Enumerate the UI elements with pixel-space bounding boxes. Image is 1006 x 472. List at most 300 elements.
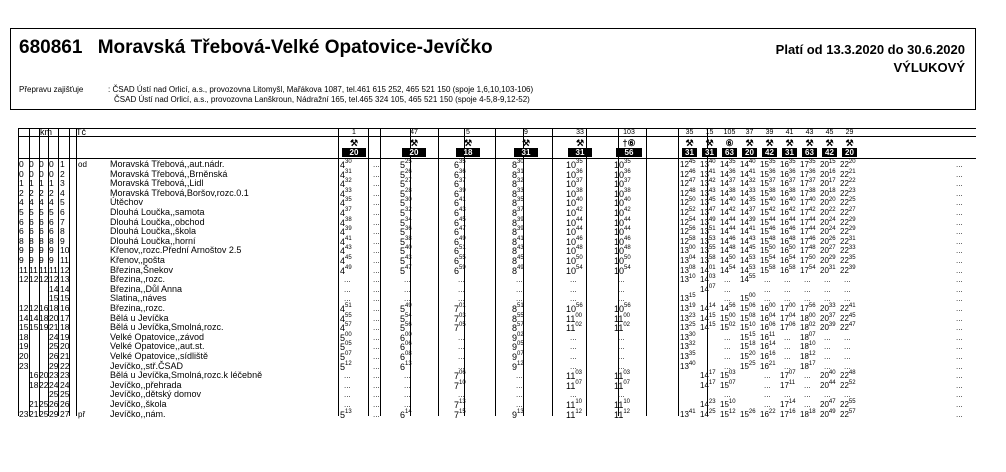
km-value: 0 (19, 159, 24, 169)
empty-marker: ... (516, 390, 523, 400)
departure-time: $17^{35}$ (800, 159, 816, 169)
empty-marker: ... (956, 256, 963, 265)
empty-marker: ... (764, 371, 771, 381)
departure-time: $13^{43}$ (700, 187, 716, 198)
tc-value: 21 (60, 351, 70, 361)
empty-marker: ... (570, 294, 577, 304)
departure-time: $15^{03}$ (720, 370, 736, 381)
departure-time: $5^{54}$ (400, 312, 412, 324)
empty-marker: ... (404, 275, 411, 285)
departure-time: $8^{31}$ (512, 168, 524, 180)
departure-time: $11^{00}$ (614, 312, 631, 324)
departure-time: $4^{41}$ (340, 235, 352, 247)
departure-time: $10^{40}$ (614, 197, 631, 209)
empty-marker: ... (516, 371, 523, 381)
trip-symbol: ⚒ (521, 138, 531, 148)
empty-marker: ... (373, 313, 380, 323)
departure-time: $11^{12}$ (614, 408, 631, 420)
grid-vline (338, 128, 339, 416)
trip-days-badge: 42 (822, 148, 837, 157)
empty-marker: ... (956, 323, 963, 333)
departure-time: $13^{08}$ (680, 264, 696, 275)
departure-time: $14^{41}$ (740, 168, 756, 179)
departure-time: $13^{04}$ (680, 255, 696, 265)
empty-marker: ... (804, 400, 811, 409)
departure-time: $14^{48}$ (720, 245, 736, 256)
departure-time: $4^{57}$ (340, 322, 352, 334)
departure-time: $8^{33}$ (512, 187, 524, 199)
departure-time: $14^{15}$ (700, 312, 716, 323)
stop-name: Moravská Třebová,Boršov,rozc.0.1 (110, 187, 249, 198)
trip-number: 1 (352, 129, 356, 136)
departure-time: $16^{11}$ (760, 331, 776, 342)
tc-value: 1 (60, 159, 65, 169)
stop-name: Bělá u Jevíčka (110, 312, 169, 323)
departure-time: $18^{17}$ (800, 360, 816, 371)
km-value: 5 (39, 207, 44, 217)
departure-time: $22^{52}$ (840, 379, 856, 390)
empty-marker: ... (956, 169, 963, 179)
km-value: 1 (29, 178, 34, 189)
departure-time: $12^{54}$ (680, 216, 696, 227)
tc-value: 12 (60, 264, 70, 275)
empty-marker: ... (956, 409, 963, 419)
empty-marker: ... (373, 227, 380, 237)
empty-marker: ... (516, 380, 523, 390)
departure-time: $8^{35}$ (512, 197, 524, 209)
tc-value: 19 (60, 331, 70, 342)
departure-time: $10^{50}$ (566, 255, 583, 266)
km-value: 11 (29, 264, 38, 275)
departure-time: $20^{20}$ (820, 197, 836, 208)
departure-time: $20^{29}$ (820, 255, 836, 265)
departure-time: $10^{38}$ (566, 187, 583, 199)
departure-time: $4^{38}$ (340, 216, 352, 228)
km-value: 29 (49, 408, 59, 419)
departure-time: $5^{32}$ (400, 207, 412, 218)
tc-value: 13 (60, 274, 70, 285)
empty-marker: ... (784, 284, 791, 294)
departure-time: $5^{13}$ (340, 408, 352, 420)
departure-time: $4^{33}$ (340, 187, 352, 199)
stop-name: Křenov,,pošta (110, 255, 165, 265)
departure-time: $7^{01}$ (454, 303, 466, 314)
empty-marker: ... (724, 361, 731, 371)
departure-time: $5^{28}$ (400, 187, 412, 199)
line-title (19, 37, 493, 59)
km-value: 9 (39, 245, 44, 256)
empty-marker: ... (824, 332, 831, 342)
departure-time: $16^{36}$ (780, 168, 796, 179)
empty-marker: ... (373, 256, 380, 265)
tc-value: 22 (60, 360, 70, 371)
empty-marker: ... (570, 390, 577, 400)
departure-time: $8^{43}$ (512, 245, 524, 257)
empty-marker: ... (618, 361, 625, 371)
stop-name: Jevíčko,,škola (110, 399, 167, 409)
departure-time: $13^{15}$ (680, 293, 696, 304)
departure-time: $10^{37}$ (566, 178, 583, 190)
departure-time: $22^{57}$ (840, 408, 856, 419)
km-value: 6 (29, 216, 34, 227)
departure-time: $4^{37}$ (340, 207, 352, 218)
empty-marker: ... (570, 352, 577, 361)
departure-time: $15^{00}$ (720, 312, 736, 323)
departure-time: $22^{23}$ (840, 187, 856, 198)
tc-value: 4 (60, 187, 65, 198)
departure-time: $15^{44}$ (760, 216, 776, 227)
km-value: 25 (49, 341, 59, 352)
empty-marker: ... (804, 294, 811, 304)
departure-time: $8^{39}$ (512, 216, 524, 228)
empty-marker: ... (570, 332, 577, 342)
grid-hline (18, 136, 976, 137)
departure-time: $14^{14}$ (700, 303, 716, 313)
departure-time: $16^{06}$ (760, 322, 776, 333)
empty-marker: ... (824, 294, 831, 304)
km-value: 18 (39, 312, 49, 323)
departure-time: $10^{50}$ (614, 255, 631, 266)
departure-time: $12^{52}$ (680, 207, 696, 217)
tc-value: 20 (60, 341, 70, 352)
empty-marker: ... (784, 361, 791, 371)
departure-time: $11^{02}$ (566, 322, 583, 334)
empty-marker: ... (458, 390, 465, 400)
departure-time: $14^{40}$ (740, 159, 756, 169)
departure-time: $8^{55}$ (512, 312, 524, 324)
tc-value: 10 (60, 245, 70, 256)
departure-time: $10^{35}$ (614, 159, 631, 170)
empty-marker: ... (373, 169, 380, 179)
empty-marker: ... (373, 304, 380, 313)
trip-days-badge: 20 (402, 148, 426, 157)
departure-time: $4^{45}$ (340, 255, 352, 266)
empty-marker: ... (724, 342, 731, 352)
km-value: 23 (19, 408, 29, 419)
departure-time: $8^{37}$ (512, 207, 524, 218)
departure-time: $9^{13}$ (512, 408, 524, 420)
departure-time: $7^{06}$ (454, 370, 466, 382)
empty-marker: ... (804, 390, 811, 400)
departure-time: $22^{45}$ (840, 312, 856, 323)
validity-block (776, 41, 965, 77)
departure-time: $20^{39}$ (820, 322, 836, 333)
km-value: 11 (49, 264, 58, 275)
departure-time: $14^{07}$ (700, 283, 716, 294)
departure-time: $12^{46}$ (680, 168, 696, 179)
departure-time: $17^{38}$ (800, 187, 816, 198)
tc-value: 8 (60, 226, 65, 237)
empty-marker: ... (956, 217, 963, 227)
departure-time: $9^{02}$ (512, 331, 524, 343)
km-value: 4 (49, 197, 54, 208)
departure-time: $5^{43}$ (400, 255, 412, 266)
departure-time: $10^{40}$ (566, 197, 583, 209)
empty-marker: ... (956, 208, 963, 217)
empty-marker: ... (373, 160, 380, 169)
departure-time: $10^{44}$ (566, 226, 583, 238)
departure-time: $10^{46}$ (566, 235, 583, 247)
departure-time: $15^{40}$ (760, 197, 776, 208)
departure-time: $11^{10}$ (566, 399, 583, 410)
departure-time: $10^{38}$ (614, 187, 631, 199)
departure-time: $20^{26}$ (820, 235, 836, 246)
empty-marker: ... (458, 352, 465, 361)
departure-time: $14^{17}$ (700, 379, 716, 390)
departure-time: $20^{47}$ (820, 399, 836, 409)
departure-time: $17^{56}$ (800, 303, 816, 313)
stop-name: Jevíčko,,přehrada (110, 379, 182, 390)
km-value: 21 (29, 399, 39, 409)
km-value: 6 (39, 226, 44, 237)
departure-time: $6^{14}$ (400, 408, 412, 420)
departure-time: $13^{53}$ (700, 235, 716, 246)
empty-marker: ... (618, 284, 625, 294)
empty-marker: ... (618, 275, 625, 285)
trip-symbol: ⚒ (409, 138, 419, 148)
km-value: 11 (19, 264, 28, 275)
departure-time: $6^{08}$ (400, 351, 412, 362)
departure-time: $13^{23}$ (680, 312, 696, 323)
departure-time: $12^{45}$ (680, 159, 696, 169)
tc-value: 17 (60, 312, 70, 323)
trip-number: 5 (466, 129, 470, 136)
departure-time: $17^{04}$ (780, 312, 796, 323)
departure-time: $5^{36}$ (400, 226, 412, 238)
departure-time: $17^{44}$ (800, 226, 816, 237)
stop-name: Křenov,,rozc.Přední Arnoštov 2.5 (110, 245, 242, 256)
stop-name: Moravská Třebová,,aut.nádr. (110, 159, 225, 169)
departure-time: $22^{31}$ (840, 235, 856, 246)
km-value: 8 (49, 235, 54, 246)
empty-marker: ... (373, 236, 380, 246)
departure-time: $13^{49}$ (700, 216, 716, 227)
departure-time: $16^{04}$ (760, 312, 776, 323)
empty-marker: ... (344, 294, 351, 304)
tc-value: 2 (60, 168, 65, 179)
trip-number: 45 (825, 129, 834, 136)
km-value: 15 (19, 322, 29, 333)
stop-name: Březina,,Důl Anna (110, 283, 183, 294)
departure-time: $6^{51}$ (454, 245, 466, 257)
km-value: 18 (19, 331, 29, 342)
departure-time: $16^{16}$ (760, 351, 776, 361)
empty-marker: ... (956, 361, 963, 371)
km-value: 24 (49, 331, 59, 342)
grid-vline (646, 128, 647, 416)
departure-time: $15^{36}$ (760, 168, 776, 179)
empty-marker: ... (516, 284, 523, 294)
stop-name: Jevíčko,,nám. (110, 408, 166, 419)
departure-time: $12^{47}$ (680, 178, 696, 189)
grid-vline (586, 128, 587, 416)
km-value: 19 (19, 341, 29, 352)
km-value: 9 (49, 255, 54, 265)
departure-time: $14^{17}$ (700, 370, 716, 381)
departure-time: $22^{20}$ (840, 159, 856, 169)
km-value: 25 (39, 408, 49, 419)
empty-marker: ... (404, 390, 411, 400)
empty-marker: ... (404, 371, 411, 381)
departure-time: $6^{35}$ (454, 159, 466, 170)
trip-symbol: ⚒ (463, 138, 473, 148)
departure-time: $13^{51}$ (700, 226, 716, 237)
empty-marker: ... (956, 304, 963, 313)
stop-name: Slatina,,náves (110, 293, 167, 304)
departure-time: $22^{39}$ (840, 264, 856, 275)
empty-marker: ... (824, 275, 831, 285)
departure-time: $11^{12}$ (566, 408, 583, 420)
km-value: 9 (39, 255, 44, 265)
departure-time: $14^{44}$ (720, 216, 736, 227)
departure-time: $16^{22}$ (760, 408, 776, 419)
km-value: 14 (29, 312, 39, 323)
empty-marker: ... (458, 294, 465, 304)
departure-time: $22^{41}$ (840, 303, 856, 313)
trip-number: 105 (723, 129, 736, 136)
empty-marker: ... (618, 390, 625, 400)
departure-time: $18^{07}$ (800, 331, 816, 342)
km-value: 4 (19, 197, 24, 208)
km-column-header: km (40, 127, 52, 137)
empty-marker: ... (956, 188, 963, 198)
departure-time: $20^{49}$ (820, 408, 836, 419)
departure-time: $13^{25}$ (680, 322, 696, 333)
km-value: 6 (19, 216, 24, 227)
km-value: 6 (19, 226, 24, 237)
departure-time: $14^{53}$ (740, 255, 756, 265)
departure-time: $16^{37}$ (780, 178, 796, 189)
departure-time: $12^{56}$ (680, 226, 696, 237)
tc-value: 15 (60, 293, 70, 304)
carrier-line-2: ČSAD Ústí nad Orlicí, a.s., provozovna Lanškroun, Nádražní 165, tel.465 324 105, 465 521 150 (spoje 4-5,8-9,12-52) (114, 95, 530, 104)
km-value: 26 (49, 399, 59, 409)
departure-time: $15^{35}$ (760, 159, 776, 169)
departure-time: $4^{51}$ (340, 303, 352, 314)
trip-days-badge: 31 (682, 148, 697, 157)
departure-time: $6^{55}$ (454, 255, 466, 266)
empty-marker: ... (516, 294, 523, 304)
departure-time: $13^{40}$ (680, 360, 696, 371)
km-value: 18 (49, 303, 59, 313)
departure-time: $16^{40}$ (780, 197, 796, 208)
empty-marker: ... (373, 265, 380, 275)
trip-symbol: ⚒ (705, 138, 714, 148)
departure-time: $16^{00}$ (760, 303, 776, 313)
empty-marker: ... (956, 332, 963, 342)
departure-time: $15^{38}$ (760, 187, 776, 198)
departure-time: $20^{15}$ (820, 159, 836, 169)
departure-time: $15^{10}$ (740, 322, 756, 333)
departure-time: $16^{14}$ (760, 341, 776, 352)
departure-time: $10^{56}$ (566, 303, 583, 314)
departure-time: $10^{44}$ (614, 226, 631, 238)
departure-time: $15^{10}$ (720, 399, 736, 409)
departure-time: $14^{42}$ (720, 207, 736, 217)
departure-time: $13^{30}$ (680, 331, 696, 342)
departure-time: $10^{37}$ (614, 178, 631, 190)
grid-vline (380, 128, 381, 416)
trip-days-badge: 20 (742, 148, 757, 157)
empty-marker: ... (956, 371, 963, 381)
departure-time: $15^{42}$ (760, 207, 776, 217)
km-value: 8 (19, 235, 24, 246)
trip-symbol: ⚒ (805, 138, 814, 148)
departure-time: $16^{21}$ (760, 360, 776, 371)
departure-time: $6^{39}$ (454, 187, 466, 199)
departure-time: $6^{49}$ (454, 235, 466, 247)
grid-vline (76, 128, 77, 416)
departure-time: $15^{00}$ (740, 293, 756, 304)
empty-marker: ... (824, 352, 831, 361)
departure-time: $14^{33}$ (740, 187, 756, 198)
departure-time: $17^{48}$ (800, 245, 816, 256)
empty-marker: ... (724, 275, 731, 285)
departure-time: $5^{00}$ (340, 331, 352, 343)
departure-time: $14^{32}$ (740, 178, 756, 189)
empty-marker: ... (844, 332, 851, 342)
empty-marker: ... (373, 179, 380, 189)
departure-time: $14^{45}$ (740, 245, 756, 256)
km-value: 6 (49, 226, 54, 237)
empty-marker: ... (373, 246, 380, 256)
km-value: 16 (39, 303, 49, 313)
departure-time: $14^{54}$ (720, 264, 736, 275)
departure-time: $5^{25}$ (400, 159, 412, 170)
km-value: 26 (49, 351, 59, 361)
empty-marker: ... (824, 361, 831, 371)
departure-time: $17^{37}$ (800, 178, 816, 189)
trip-days-badge: 20 (342, 148, 366, 157)
tc-value: 26 (60, 399, 70, 409)
empty-marker: ... (956, 179, 963, 189)
empty-marker: ... (784, 352, 791, 361)
departure-time: $17^{00}$ (780, 303, 796, 313)
departure-time: $15^{37}$ (760, 178, 776, 189)
trip-days-badge: 31 (568, 148, 592, 157)
empty-marker: ... (784, 275, 791, 285)
carrier-info (108, 85, 533, 105)
stop-name: Bělá u Jevíčka,Smolná,rozc. (110, 322, 224, 333)
empty-marker: ... (764, 294, 771, 304)
empty-marker: ... (764, 390, 771, 400)
departure-time: $10^{42}$ (614, 207, 631, 218)
departure-time: $22^{29}$ (840, 216, 856, 227)
departure-time: $14^{50}$ (720, 255, 736, 265)
departure-time: $7^{15}$ (454, 408, 466, 420)
tc-value: 11 (60, 255, 69, 265)
empty-marker: ... (404, 400, 411, 409)
stop-name: Březina,Šnekov (110, 264, 174, 275)
departure-time: $14^{35}$ (740, 197, 756, 208)
empty-marker: ... (458, 275, 465, 285)
empty-marker: ... (956, 313, 963, 323)
empty-marker: ... (824, 284, 831, 294)
departure-time: $15^{58}$ (760, 264, 776, 275)
km-value: 20 (19, 351, 29, 361)
empty-marker: ... (956, 400, 963, 409)
departure-time: $17^{06}$ (780, 322, 796, 333)
empty-marker: ... (956, 342, 963, 352)
trip-days-badge: 18 (456, 148, 480, 157)
empty-marker: ... (618, 332, 625, 342)
departure-time: $13^{55}$ (700, 245, 716, 256)
km-value: 25 (39, 399, 49, 409)
km-value: 2 (49, 187, 54, 198)
departure-time: $22^{22}$ (840, 178, 856, 189)
empty-marker: ... (570, 284, 577, 294)
departure-time: $5^{40}$ (400, 245, 412, 257)
